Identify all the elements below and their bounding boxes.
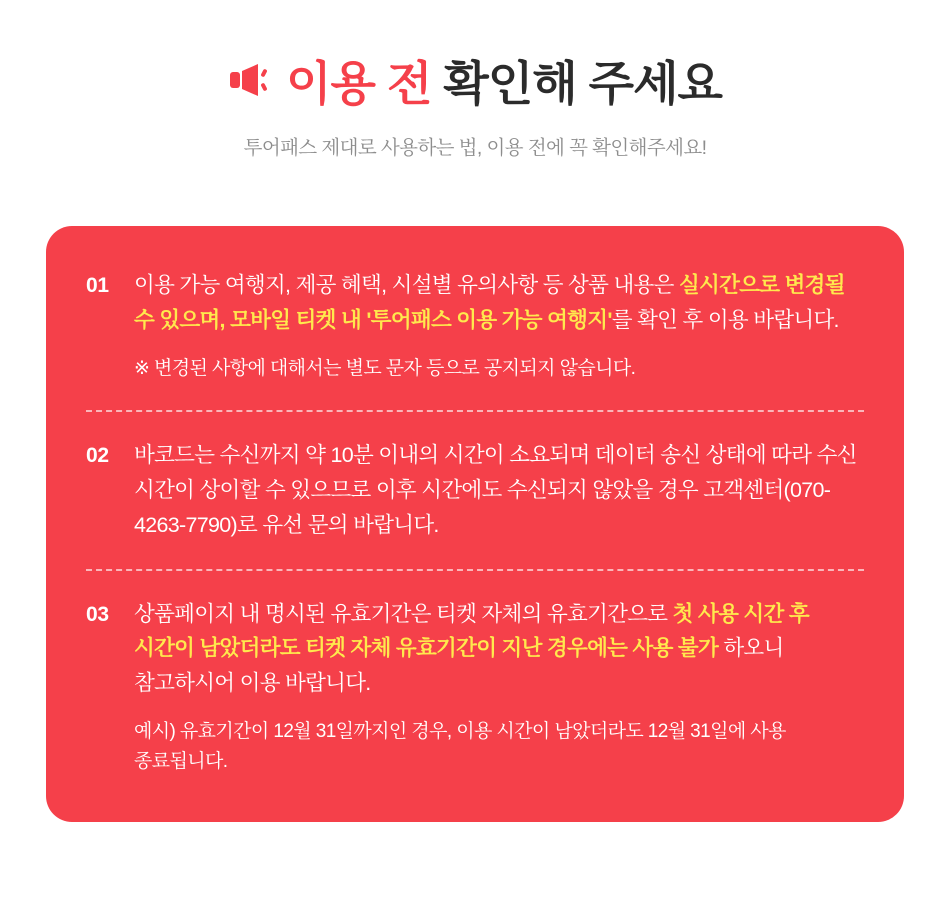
notice-text-part: 를 확인 후 이용 바랍니다. [611, 307, 839, 332]
notice-main-text [134, 597, 864, 701]
notice-body [134, 597, 864, 778]
page-header [0, 0, 950, 160]
notice-text-highlight: 첫 사용 시간 후 시간이 남았더라도 티켓 자체 유효기간이 지난 경우에는 사용 불가 [134, 601, 809, 661]
notice-text-part: 상품페이지 내 명시된 유효기간은 티켓 자체의 유효기간으로 [134, 601, 673, 626]
page-subtitle: 투어패스 제대로 사용하는 법, 이용 전에 꼭 확인해주세요! [243, 136, 707, 159]
notice-number: 03 [86, 602, 109, 626]
page-title [0, 58, 950, 110]
megaphone-icon [228, 60, 272, 100]
notice-item-03 [86, 597, 864, 778]
notice-item-02 [86, 438, 864, 542]
notice-number: 01 [86, 274, 109, 297]
notice-sub-text: ※ 변경된 사항에 대해서는 별도 문자 등으로 공지되지 않습니다. [134, 357, 636, 379]
notice-item-01 [86, 268, 864, 384]
notice-sub-text: 예시) 유효기간이 12월 31일까지인 경우, 이용 시간이 남았더라도 12월 31일에 사용 종료됩니다. [134, 721, 786, 773]
page-title-text [286, 58, 722, 110]
notice-text-part: 하오니 참고하시어 이용 바랍니다. [134, 636, 784, 696]
notice-text-part: 바코드는 수신까지 약 10분 이내의 시간이 소요되며 데이터 송신 상태에 따라 수신 시간이 상이할 수 있으므로 이후 시간에도 수신되지 않았을 경우 고객센터(070-4263-7790)로 유선 문의 바랍니다. [134, 443, 857, 537]
page-title-accent: 이용 전 [286, 57, 432, 110]
notice-body [134, 438, 864, 542]
notice-divider [86, 569, 864, 571]
page-title-rest: 확인해 주세요 [443, 57, 722, 110]
notice-text-highlight: 실시간으로 변경될 수 있으며, 모바일 티켓 내 '투어패스 이용 가능 여행지' [134, 273, 845, 332]
notice-main-text [134, 268, 864, 338]
notice-text-part: 이용 가능 여행지, 제공 혜택, 시설별 유의사항 등 상품 내용은 [134, 273, 679, 297]
notice-card [46, 226, 904, 822]
notice-divider [86, 410, 864, 412]
notice-body [134, 268, 864, 384]
notice-main-text [134, 438, 864, 542]
notice-number: 02 [86, 444, 109, 468]
